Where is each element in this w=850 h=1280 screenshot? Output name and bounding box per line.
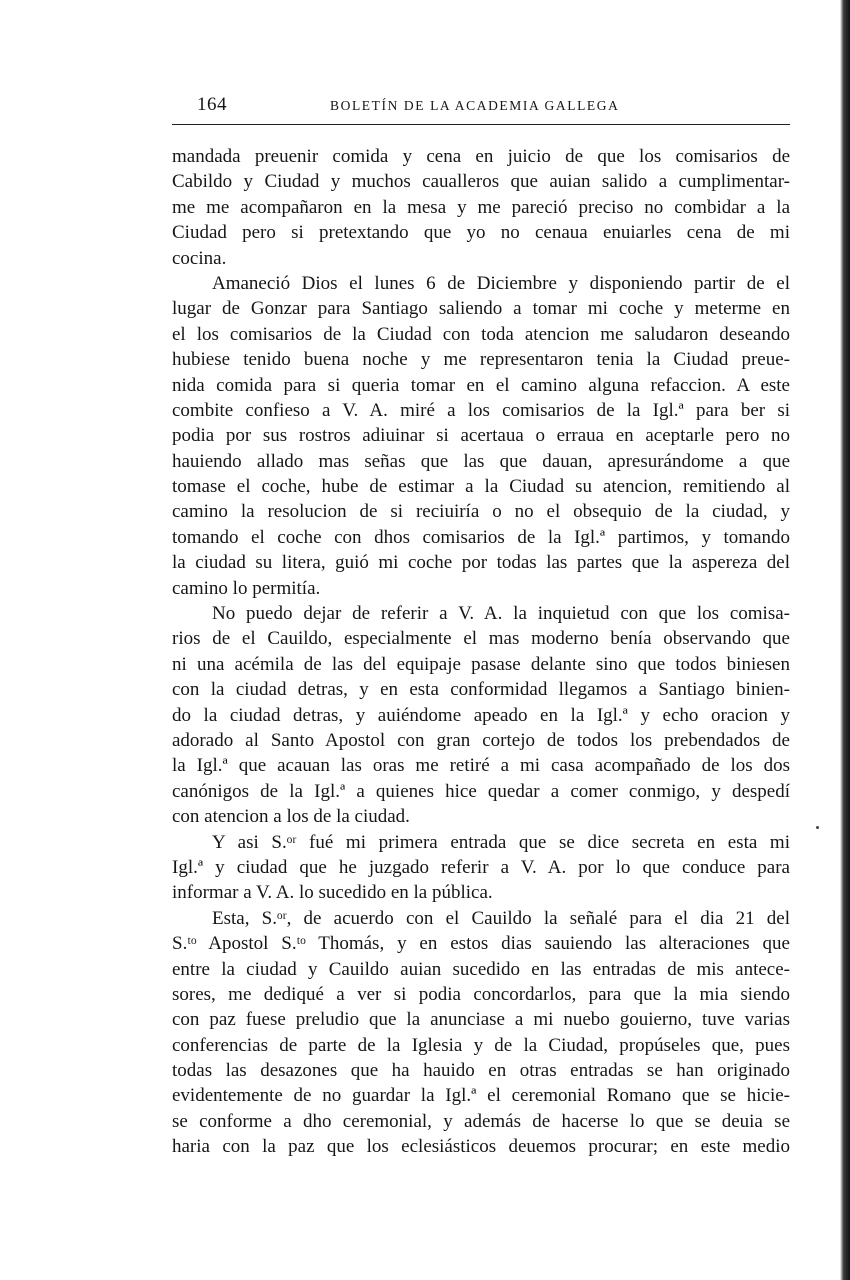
text-line: entre la ciudad y Cauildo auian sucedido en las entradas de mis antece- — [172, 958, 790, 980]
text-line: evidentemente de no guardar la Igl.ª el ceremonial Romano que se hicie- — [172, 1085, 790, 1107]
text-line: con la ciudad detras, y en esta conformidad llegamos a Santiago binien- — [172, 679, 790, 701]
text-line: sores, me dediqué a ver si podia concordarlos, para que la mia siendo — [172, 983, 790, 1005]
scan-edge-shadow — [840, 0, 850, 1280]
text-line: me me acompañaron en la mesa y me pareció preciso no combidar a la — [172, 196, 790, 218]
text-line: podia por sus rostros adiuinar si acertaua o erraua en aceptarle pero no — [172, 425, 790, 447]
text-line: conferencias de parte de la Iglesia y de la Ciudad, propúseles que, pues — [172, 1034, 790, 1056]
page-number: 164 — [197, 94, 227, 115]
text-line: hauiendo allado mas señas que las que dauan, apresurándome a que — [172, 450, 790, 472]
running-head: BOLETÍN DE LA ACADEMIA GALLEGA — [330, 98, 620, 113]
paragraph-first-line: Y asi S.ᵒʳ fué mi primera entrada que se dice secreta en esta mi — [212, 831, 790, 853]
body-text — [172, 144, 790, 1160]
text-line: haria con la paz que los eclesiásticos deuemos procurar; en este medio — [172, 1136, 790, 1158]
text-line: con atencion a los de la ciudad. — [172, 806, 410, 828]
text-line: adorado al Santo Apostol con gran cortejo de todos los prebendados de — [172, 729, 790, 751]
page-header — [170, 94, 790, 122]
text-line: combite confieso a V. A. miré a los comisarios de la Igl.ª para ber si — [172, 399, 790, 421]
text-line: todas las desazones que ha hauido en otras entradas se han originado — [172, 1060, 790, 1082]
text-line: cocina. — [172, 247, 227, 269]
text-line: la ciudad su litera, guió mi coche por todas las partes que la aspereza del — [172, 552, 790, 574]
scan-speck — [816, 826, 819, 829]
text-line: canónigos de la Igl.ª a quienes hice quedar a comer conmigo, y despedí — [172, 780, 790, 802]
text-line: el los comisarios de la Ciudad con toda atencion me saludaron deseando — [172, 323, 790, 345]
text-line: tomase el coche, hube de estimar a la Ciudad su atencion, remitiendo al — [172, 476, 790, 498]
text-line: se conforme a dho ceremonial, y además de hacerse lo que se deuia se — [172, 1110, 790, 1132]
text-line: con paz fuese preludio que la anunciase a mi nuebo gouierno, tuve varias — [172, 1009, 790, 1031]
text-line: rios de el Cauildo, especialmente el mas moderno benía observando que — [172, 628, 790, 650]
paragraph-first-line: Amaneció Dios el lunes 6 de Diciembre y disponiendo partir de el — [212, 272, 790, 294]
paragraph-first-line: Esta, S.ᵒʳ, de acuerdo con el Cauildo la señalé para el dia 21 del — [212, 907, 790, 929]
text-line: ni una acémila de las del equipaje pasase delante sino que todos biniesen — [172, 653, 790, 675]
header-rule — [172, 124, 790, 125]
paragraph-first-line: No puedo dejar de referir a V. A. la inquietud con que los comisa- — [212, 603, 790, 625]
text-line: Ciudad pero si pretextando que yo no cenaua enuiarles cena de mi — [172, 222, 790, 244]
text-line: la Igl.ª que acauan las oras me retiré a mi casa acompañado de los dos — [172, 755, 790, 777]
text-line: tomando el coche con dhos comisarios de la Igl.ª partimos, y tomando — [172, 526, 790, 548]
text-line: camino la resolucion de si reciuiría o no el obsequio de la ciudad, y — [172, 501, 790, 523]
text-line: Cabildo y Ciudad y muchos caualleros que auian salido a cumplimentar- — [172, 171, 790, 193]
text-line: S.ᵗᵒ Apostol S.ᵗᵒ Thomás, y en estos dias sauiendo las alteraciones que — [172, 933, 790, 955]
text-line: mandada preuenir comida y cena en juicio de que los comisarios de — [172, 146, 790, 167]
text-line: hubiese tenido buena noche y me representaron tenia la Ciudad preue- — [172, 349, 790, 371]
text-line: Igl.ª y ciudad que he juzgado referir a V. A. por lo que conduce para — [172, 856, 790, 878]
text-line: informar a V. A. lo sucedido en la pública. — [172, 882, 493, 904]
text-line: do la ciudad detras, y auiéndome apeado en la Igl.ª y echo oracion y — [172, 704, 790, 726]
text-line: camino lo permitía. — [172, 577, 321, 599]
text-line: nida comida para si queria tomar en el camino alguna refaccion. A este — [172, 374, 790, 396]
text-line: lugar de Gonzar para Santiago saliendo a tomar mi coche y meterme en — [172, 298, 790, 320]
